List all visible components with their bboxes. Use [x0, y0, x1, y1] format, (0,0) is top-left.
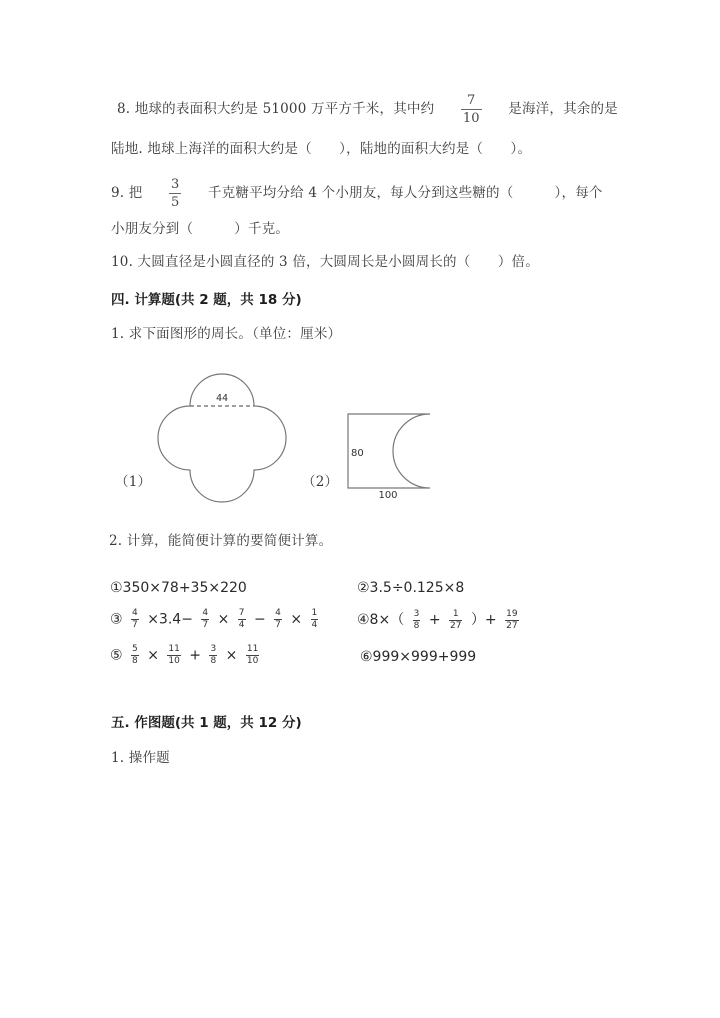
calc-item-4 — [357, 609, 523, 631]
calc-item-4-prefix: ④8×（ — [357, 612, 405, 628]
operator: × — [225, 647, 238, 664]
operator: ×3.4− — [147, 611, 193, 628]
fraction-numerator: 7 — [238, 608, 245, 618]
fraction-denominator: 10 — [168, 656, 180, 666]
fraction-4-7 — [274, 609, 282, 630]
calc-item-3-number: ③ — [110, 611, 123, 628]
operator: + — [189, 647, 202, 664]
operator: × — [147, 647, 159, 664]
calc-item-3 — [110, 609, 322, 630]
section-4-question-2: 2. 计算，能简便计算的要简便计算。 — [109, 533, 333, 549]
fraction-denominator: 10 — [246, 656, 259, 666]
fraction-numerator: 4 — [275, 608, 281, 618]
fraction-1-27 — [449, 610, 462, 631]
fraction-4-7 — [131, 609, 139, 630]
fraction-denominator: 4 — [311, 620, 318, 630]
operator: + — [428, 612, 441, 628]
question-10: 10. 大圆直径是小圆直径的 3 倍，大圆周长是小圆周长的（ ）倍。 — [111, 254, 539, 270]
fraction-denominator: 7 — [132, 620, 138, 630]
section-5-question-1: 1. 操作题 — [111, 750, 170, 766]
calc-item-5-number: ⑤ — [110, 647, 123, 664]
fraction-numerator: 1 — [452, 608, 459, 619]
fraction-3-8 — [209, 645, 217, 666]
fraction-5-8 — [131, 645, 139, 666]
section-5-heading: 五. 作图题(共 1 题，共 12 分) — [111, 715, 302, 731]
operator: − — [253, 611, 266, 628]
fraction-numerator: 4 — [132, 608, 138, 618]
calc-item-5 — [110, 645, 263, 666]
question-9-line2: 小朋友分到（ ）千克。 — [111, 221, 290, 237]
figure-1-label: （1） — [115, 474, 152, 490]
fraction-11-10 — [167, 645, 180, 666]
fraction-numerator: 11 — [168, 644, 180, 654]
fraction-numerator: 19 — [506, 608, 518, 619]
section-4-question-1: 1. 求下面图形的周长。（单位：厘米） — [111, 326, 342, 342]
fraction-numerator: 3 — [210, 644, 217, 654]
question-8-line1 — [117, 94, 618, 125]
figure-1-quatrefoil — [150, 368, 300, 508]
question-8-text-a: 8. 地球的表面积大约是 51000 万平方千米，其中约 — [117, 101, 435, 117]
fraction-numerator: 3 — [413, 608, 420, 619]
question-8-line2: 陆地. 地球上海洋的面积大约是（ ），陆地的面积大约是（ ）。 — [111, 141, 532, 157]
fraction-denominator: 7 — [275, 620, 281, 630]
fraction-denominator: 8 — [132, 656, 138, 666]
fraction-7-10 — [461, 94, 482, 125]
figure-1-dimension: 44 — [215, 393, 229, 404]
fraction-1-4 — [311, 609, 319, 630]
operator: × — [290, 611, 303, 628]
fraction-denominator: 7 — [202, 620, 209, 630]
fraction-numerator: 7 — [467, 93, 476, 108]
fraction-3-5 — [169, 178, 181, 209]
figure-2-width: 100 — [378, 490, 398, 501]
fraction-19-27 — [505, 610, 518, 631]
fraction-7-4 — [238, 609, 246, 630]
fraction-denominator: 8 — [413, 620, 420, 631]
fraction-denominator: 10 — [462, 111, 480, 126]
fraction-11-10 — [246, 645, 259, 666]
fraction-numerator: 11 — [246, 644, 259, 654]
calc-item-6: ⑥999×999+999 — [360, 649, 477, 665]
fraction-numerator: 1 — [311, 608, 318, 618]
figure-2-label: （2） — [302, 474, 339, 490]
fraction-denominator: 27 — [506, 620, 518, 631]
fraction-numerator: 5 — [132, 644, 138, 654]
fraction-4-7 — [201, 609, 209, 630]
figure-2-shape — [340, 405, 450, 505]
fraction-denominator: 4 — [238, 620, 245, 630]
question-9-line1 — [111, 178, 603, 209]
question-9-text-b: 千克糖平均分给 4 个小朋友，每人分到这些糖的（ ），每个 — [207, 185, 603, 201]
operator: ）+ — [470, 612, 497, 628]
section-4-heading: 四. 计算题(共 2 题，共 18 分) — [111, 292, 302, 308]
fraction-numerator: 4 — [202, 608, 209, 618]
question-8-text-b: 是海洋，其余的是 — [508, 101, 618, 117]
fraction-denominator: 27 — [450, 620, 462, 631]
fraction-denominator: 8 — [210, 656, 217, 666]
fraction-denominator: 5 — [170, 195, 180, 210]
question-9-text-a: 9. 把 — [111, 185, 143, 201]
calc-item-1: ①350×78+35×220 — [110, 580, 247, 596]
fraction-3-8 — [413, 610, 421, 631]
figure-2-height: 80 — [351, 448, 364, 459]
operator: × — [217, 611, 230, 628]
fraction-numerator: 3 — [170, 177, 180, 192]
calc-item-2: ②3.5÷0.125×8 — [357, 580, 465, 596]
